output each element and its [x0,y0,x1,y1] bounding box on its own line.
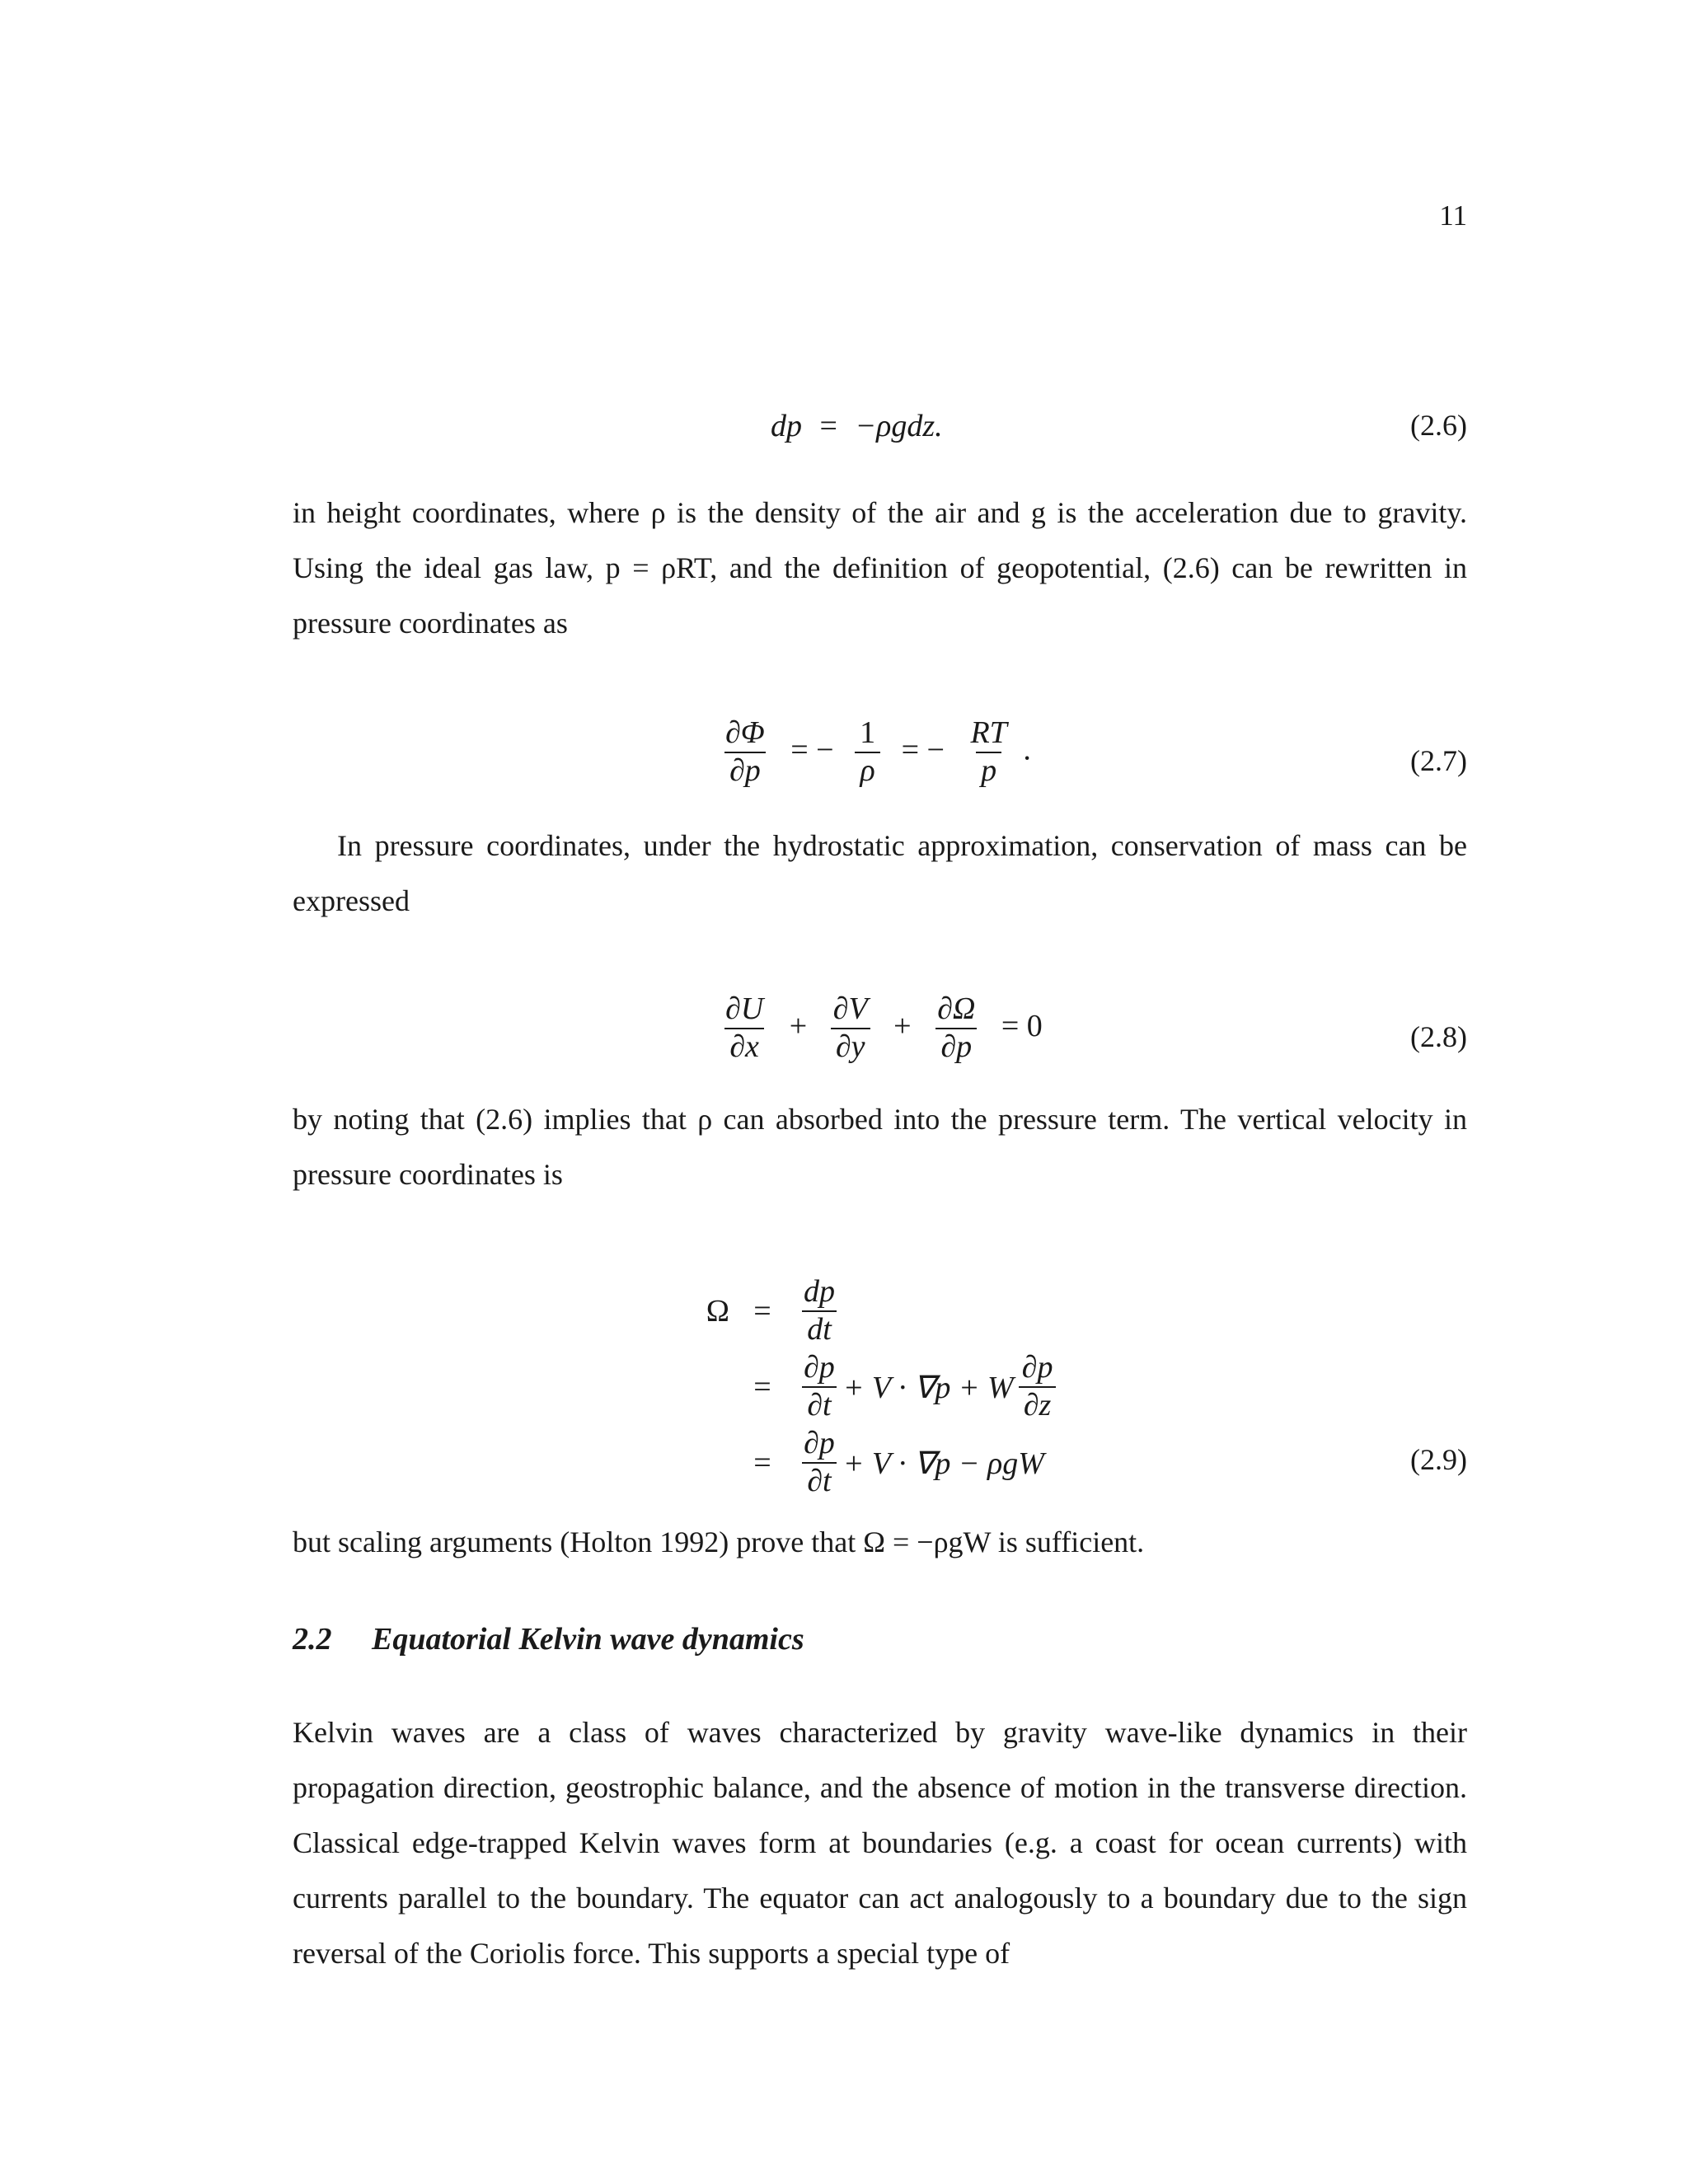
equation-2-6 [293,408,1467,449]
eq-2-9-r2-num: ∂p [804,1350,835,1385]
eq-2-9-r3-tail: + V · ∇p − ρgW [842,1446,1044,1481]
eq-2-7-f2-den: ρ [855,752,879,788]
eq-2-9-row-2 [680,1349,1061,1425]
eq-2-8-number: (2.8) [1410,1020,1467,1053]
eq-2-9-r3-den: ∂t [802,1462,836,1498]
eq-2-6-rhs: −ρgdz. [855,409,943,443]
eq-2-8-tail: = 0 [1001,1008,1043,1043]
eq-2-8-frac-1 [720,993,768,1064]
equation-2-9 [293,1273,1467,1512]
paragraph-2: In pressure coordinates, under the hydrostatic approximation, conservation of mass can be expressed [293,829,1467,917]
eq-2-8-frac-2 [828,993,873,1064]
eq-2-7-tail: . [1023,732,1031,767]
section-number: 2.2 [293,1622,332,1657]
paragraph-4: but scaling arguments (Holton 1992) prove that Ω = −ρgW is sufficient. [293,1526,1145,1558]
eq-2-9-r1-frac [799,1276,840,1347]
eq-2-7-f3-den: p [976,752,1001,788]
eq-2-6-rel: = [819,409,837,443]
eq-2-7-frac-2 [855,717,880,788]
eq-2-9-row-1 [680,1273,1061,1349]
eq-2-9-r2-den: ∂t [802,1386,836,1422]
eq-2-9-r3-num: ∂p [804,1426,835,1461]
eq-2-7-eq1: = − [790,732,834,767]
eq-2-7-eq2: = − [901,732,945,767]
eq-2-9-rel-1: = [753,1294,771,1329]
eq-2-8-f3-num: ∂Ω [937,991,976,1026]
eq-2-9-r2-f-num: ∂p [1021,1350,1053,1385]
eq-2-7-f1-den: ∂p [724,752,766,788]
section-heading [293,1621,804,1657]
equation-2-7 [293,717,1467,808]
eq-2-9-r3-frac [799,1427,840,1498]
eq-2-8-f2-num: ∂V [832,991,868,1026]
eq-2-8-plus2: + [893,1008,912,1043]
eq-2-7-f1-num: ∂Φ [725,715,765,750]
eq-2-9-rel-2: = [753,1370,771,1404]
eq-2-7-frac-3 [965,717,1011,788]
paragraph-5: Kelvin waves are a class of waves characterized by gravity wave-like dynamics in their propagation direction, geostrophic balance, and the absence of motion in the transverse direction. Classical edge-trapped Kelvin waves form at boundaries (e.g. a coast for ocean currents) with currents parallel to the boundary. The equator can act analogously to a boundary due to the sign reversal of the Coriolis force. This supports a special type of [293,1716,1467,1970]
eq-2-9-lhs: Ω [706,1294,729,1329]
eq-2-9-rel-3: = [753,1446,771,1480]
eq-2-6-number: (2.6) [1410,409,1467,442]
section-title: Equatorial Kelvin wave dynamics [372,1622,804,1657]
equation-2-8 [293,993,1467,1084]
eq-2-6-lhs: dp [771,409,802,443]
eq-2-9-r2-frac-2 [1017,1352,1058,1422]
eq-2-7-frac-1 [720,717,770,788]
eq-2-9-r2-frac [799,1352,840,1422]
page-number: 11 [1439,199,1467,232]
eq-2-8-f1-num: ∂U [725,991,764,1026]
eq-2-9-row-3 [680,1425,1061,1501]
eq-2-8-f3-den: ∂p [935,1028,977,1064]
eq-2-7-f3-num: RT [970,715,1007,750]
eq-2-7-f2-num: 1 [860,715,876,750]
eq-2-8-plus1: + [789,1008,808,1043]
paragraph-1: in height coordinates, where ρ is the density of the air and g is the acceleration due to gravity. Using the ideal gas law, p = ρRT, and the definition of geopotential, (2.6) can be rewritten in pressure coordinates as [293,496,1467,640]
paragraph-3: by noting that (2.6) implies that ρ can absorbed into the pressure term. The vertical velocity in pressure coordinates is [293,1103,1467,1191]
eq-2-7-number: (2.7) [1410,744,1467,777]
eq-2-9-r1-num: dp [804,1274,835,1310]
eq-2-8-f2-den: ∂y [831,1028,870,1064]
eq-2-8-frac-3 [932,993,980,1064]
eq-2-9-number: (2.9) [1410,1443,1467,1476]
eq-2-9-r2-f-den: ∂z [1019,1386,1057,1422]
eq-2-9-r2-mid: + V · ∇p + W [842,1370,1014,1405]
eq-2-8-f1-den: ∂x [724,1028,764,1064]
eq-2-9-r1-den: dt [802,1310,837,1347]
